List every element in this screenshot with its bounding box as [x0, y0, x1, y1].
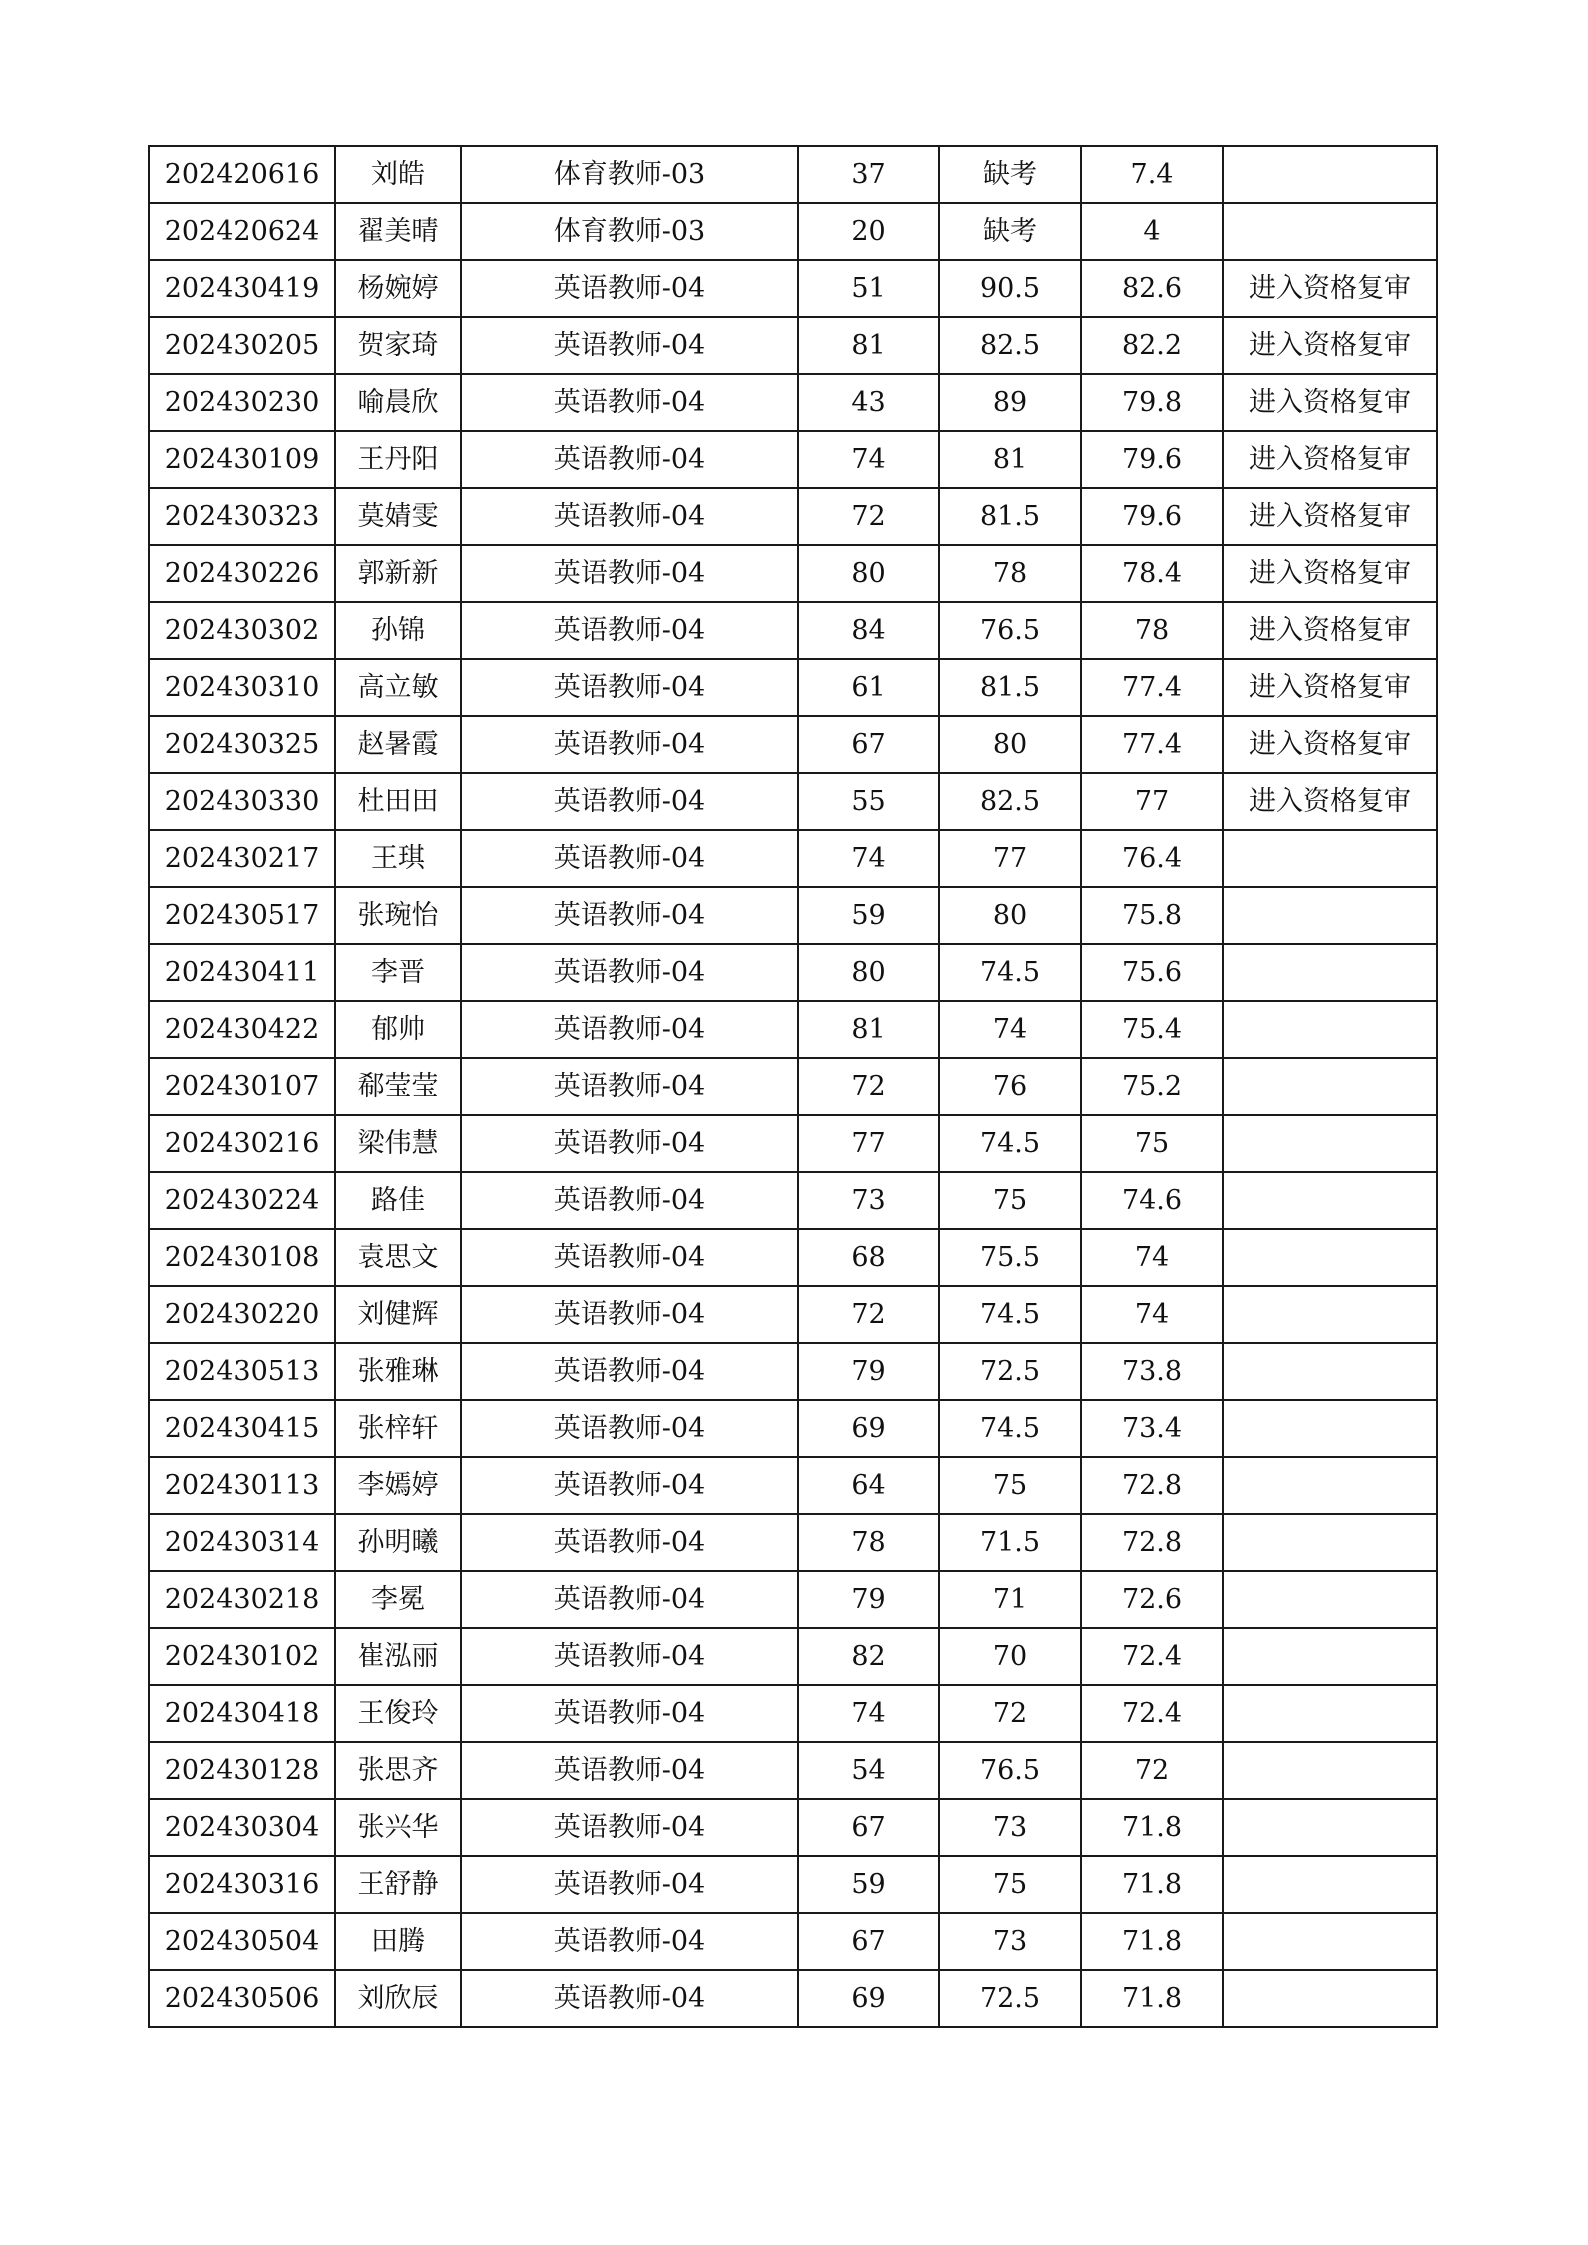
written-score-cell: 51 [798, 260, 939, 317]
table-row [149, 1115, 1437, 1172]
status-cell [1223, 1742, 1437, 1799]
position-cell: 英语教师-04 [461, 1571, 798, 1628]
written-score-cell: 77 [798, 1115, 939, 1172]
position-cell: 英语教师-04 [461, 944, 798, 1001]
status-cell [1223, 1856, 1437, 1913]
status-cell: 进入资格复审 [1223, 260, 1437, 317]
interview-score-cell: 75 [939, 1172, 1081, 1229]
interview-score-cell: 75 [939, 1856, 1081, 1913]
name-cell: 张兴华 [335, 1799, 461, 1856]
total-score-cell: 75.6 [1081, 944, 1223, 1001]
interview-score-cell: 72.5 [939, 1343, 1081, 1400]
total-score-cell: 72 [1081, 1742, 1223, 1799]
name-cell: 王琪 [335, 830, 461, 887]
written-score-cell: 78 [798, 1514, 939, 1571]
position-cell: 体育教师-03 [461, 146, 798, 203]
exam-id-cell: 202430517 [149, 887, 335, 944]
written-score-cell: 20 [798, 203, 939, 260]
interview-score-cell: 74.5 [939, 944, 1081, 1001]
table-row [149, 431, 1437, 488]
status-cell [1223, 1685, 1437, 1742]
name-cell: 莫婧雯 [335, 488, 461, 545]
exam-id-cell: 202430330 [149, 773, 335, 830]
status-cell: 进入资格复审 [1223, 374, 1437, 431]
written-score-cell: 84 [798, 602, 939, 659]
interview-score-cell: 74.5 [939, 1115, 1081, 1172]
exam-id-cell: 202430316 [149, 1856, 335, 1913]
exam-id-cell: 202430102 [149, 1628, 335, 1685]
table-row [149, 1742, 1437, 1799]
status-cell: 进入资格复审 [1223, 431, 1437, 488]
total-score-cell: 74 [1081, 1286, 1223, 1343]
table-row [149, 773, 1437, 830]
written-score-cell: 61 [798, 659, 939, 716]
name-cell: 袁思文 [335, 1229, 461, 1286]
total-score-cell: 75 [1081, 1115, 1223, 1172]
exam-id-cell: 202430422 [149, 1001, 335, 1058]
name-cell: 张思齐 [335, 1742, 461, 1799]
total-score-cell: 71.8 [1081, 1799, 1223, 1856]
written-score-cell: 55 [798, 773, 939, 830]
written-score-cell: 72 [798, 488, 939, 545]
exam-id-cell: 202430128 [149, 1742, 335, 1799]
total-score-cell: 78.4 [1081, 545, 1223, 602]
table-row [149, 488, 1437, 545]
table-row [149, 1571, 1437, 1628]
status-cell [1223, 887, 1437, 944]
interview-score-cell: 缺考 [939, 146, 1081, 203]
table-row [149, 1457, 1437, 1514]
status-cell [1223, 1799, 1437, 1856]
name-cell: 贺家琦 [335, 317, 461, 374]
interview-score-cell: 74.5 [939, 1400, 1081, 1457]
written-score-cell: 74 [798, 1685, 939, 1742]
status-cell [1223, 203, 1437, 260]
total-score-cell: 78 [1081, 602, 1223, 659]
position-cell: 英语教师-04 [461, 602, 798, 659]
exam-id-cell: 202430304 [149, 1799, 335, 1856]
position-cell: 英语教师-04 [461, 1058, 798, 1115]
total-score-cell: 79.8 [1081, 374, 1223, 431]
written-score-cell: 69 [798, 1970, 939, 2027]
total-score-cell: 73.4 [1081, 1400, 1223, 1457]
total-score-cell: 71.8 [1081, 1970, 1223, 2027]
name-cell: 高立敏 [335, 659, 461, 716]
exam-id-cell: 202430107 [149, 1058, 335, 1115]
written-score-cell: 81 [798, 1001, 939, 1058]
name-cell: 杜田田 [335, 773, 461, 830]
name-cell: 路佳 [335, 1172, 461, 1229]
exam-id-cell: 202430108 [149, 1229, 335, 1286]
total-score-cell: 72.4 [1081, 1628, 1223, 1685]
exam-id-cell: 202430220 [149, 1286, 335, 1343]
name-cell: 李嫣婷 [335, 1457, 461, 1514]
status-cell [1223, 1571, 1437, 1628]
exam-id-cell: 202430310 [149, 659, 335, 716]
name-cell: 刘欣辰 [335, 1970, 461, 2027]
name-cell: 张琬怡 [335, 887, 461, 944]
written-score-cell: 59 [798, 1856, 939, 1913]
table-row [149, 1400, 1437, 1457]
exam-id-cell: 202430109 [149, 431, 335, 488]
total-score-cell: 79.6 [1081, 431, 1223, 488]
written-score-cell: 80 [798, 944, 939, 1001]
interview-score-cell: 75.5 [939, 1229, 1081, 1286]
name-cell: 杨婉婷 [335, 260, 461, 317]
score-table-body [149, 146, 1437, 2027]
exam-id-cell: 202430226 [149, 545, 335, 602]
position-cell: 英语教师-04 [461, 1286, 798, 1343]
status-cell [1223, 1115, 1437, 1172]
total-score-cell: 71.8 [1081, 1913, 1223, 1970]
name-cell: 郁帅 [335, 1001, 461, 1058]
status-cell [1223, 1400, 1437, 1457]
interview-score-cell: 73 [939, 1913, 1081, 1970]
exam-id-cell: 202430504 [149, 1913, 335, 1970]
position-cell: 英语教师-04 [461, 1799, 798, 1856]
interview-score-cell: 72 [939, 1685, 1081, 1742]
written-score-cell: 79 [798, 1343, 939, 1400]
name-cell: 刘健辉 [335, 1286, 461, 1343]
interview-score-cell: 82.5 [939, 317, 1081, 374]
status-cell: 进入资格复审 [1223, 659, 1437, 716]
total-score-cell: 74 [1081, 1229, 1223, 1286]
status-cell: 进入资格复审 [1223, 773, 1437, 830]
table-row [149, 1799, 1437, 1856]
name-cell: 王俊玲 [335, 1685, 461, 1742]
name-cell: 孙明曦 [335, 1514, 461, 1571]
total-score-cell: 72.8 [1081, 1514, 1223, 1571]
name-cell: 张梓轩 [335, 1400, 461, 1457]
total-score-cell: 82.6 [1081, 260, 1223, 317]
position-cell: 英语教师-04 [461, 1001, 798, 1058]
written-score-cell: 73 [798, 1172, 939, 1229]
exam-id-cell: 202430506 [149, 1970, 335, 2027]
interview-score-cell: 80 [939, 887, 1081, 944]
total-score-cell: 71.8 [1081, 1856, 1223, 1913]
status-cell: 进入资格复审 [1223, 602, 1437, 659]
status-cell: 进入资格复审 [1223, 317, 1437, 374]
total-score-cell: 75.8 [1081, 887, 1223, 944]
table-row [149, 1856, 1437, 1913]
position-cell: 英语教师-04 [461, 659, 798, 716]
interview-score-cell: 73 [939, 1799, 1081, 1856]
written-score-cell: 79 [798, 1571, 939, 1628]
exam-id-cell: 202430314 [149, 1514, 335, 1571]
exam-id-cell: 202430205 [149, 317, 335, 374]
interview-score-cell: 76 [939, 1058, 1081, 1115]
exam-id-cell: 202430230 [149, 374, 335, 431]
position-cell: 英语教师-04 [461, 1742, 798, 1799]
position-cell: 英语教师-04 [461, 1856, 798, 1913]
written-score-cell: 37 [798, 146, 939, 203]
total-score-cell: 7.4 [1081, 146, 1223, 203]
written-score-cell: 74 [798, 431, 939, 488]
interview-score-cell: 76.5 [939, 602, 1081, 659]
written-score-cell: 43 [798, 374, 939, 431]
name-cell: 刘皓 [335, 146, 461, 203]
status-cell [1223, 1343, 1437, 1400]
name-cell: 田腾 [335, 1913, 461, 1970]
position-cell: 英语教师-04 [461, 1343, 798, 1400]
position-cell: 英语教师-04 [461, 1229, 798, 1286]
name-cell: 王丹阳 [335, 431, 461, 488]
interview-score-cell: 75 [939, 1457, 1081, 1514]
interview-score-cell: 74.5 [939, 1286, 1081, 1343]
position-cell: 英语教师-04 [461, 317, 798, 374]
exam-id-cell: 202430216 [149, 1115, 335, 1172]
interview-score-cell: 71 [939, 1571, 1081, 1628]
interview-score-cell: 81.5 [939, 488, 1081, 545]
position-cell: 英语教师-04 [461, 488, 798, 545]
table-row [149, 1172, 1437, 1229]
status-cell [1223, 1286, 1437, 1343]
table-row [149, 317, 1437, 374]
name-cell: 李晋 [335, 944, 461, 1001]
exam-id-cell: 202430218 [149, 1571, 335, 1628]
status-cell [1223, 1628, 1437, 1685]
written-score-cell: 74 [798, 830, 939, 887]
exam-id-cell: 202430224 [149, 1172, 335, 1229]
total-score-cell: 72.6 [1081, 1571, 1223, 1628]
position-cell: 英语教师-04 [461, 260, 798, 317]
name-cell: 孙锦 [335, 602, 461, 659]
position-cell: 英语教师-04 [461, 716, 798, 773]
written-score-cell: 67 [798, 1799, 939, 1856]
exam-id-cell: 202430113 [149, 1457, 335, 1514]
table-row [149, 602, 1437, 659]
position-cell: 英语教师-04 [461, 1115, 798, 1172]
table-row [149, 374, 1437, 431]
interview-score-cell: 70 [939, 1628, 1081, 1685]
interview-score-cell: 82.5 [939, 773, 1081, 830]
status-cell: 进入资格复审 [1223, 545, 1437, 602]
written-score-cell: 67 [798, 716, 939, 773]
written-score-cell: 69 [798, 1400, 939, 1457]
written-score-cell: 82 [798, 1628, 939, 1685]
exam-id-cell: 202430302 [149, 602, 335, 659]
table-row [149, 1001, 1437, 1058]
position-cell: 英语教师-04 [461, 1970, 798, 2027]
interview-score-cell: 78 [939, 545, 1081, 602]
name-cell: 郗莹莹 [335, 1058, 461, 1115]
position-cell: 体育教师-03 [461, 203, 798, 260]
status-cell [1223, 1970, 1437, 2027]
name-cell: 崔泓丽 [335, 1628, 461, 1685]
position-cell: 英语教师-04 [461, 1457, 798, 1514]
position-cell: 英语教师-04 [461, 1400, 798, 1457]
table-row [149, 203, 1437, 260]
exam-id-cell: 202420616 [149, 146, 335, 203]
table-row [149, 887, 1437, 944]
name-cell: 赵暑霞 [335, 716, 461, 773]
interview-score-cell: 71.5 [939, 1514, 1081, 1571]
exam-id-cell: 202420624 [149, 203, 335, 260]
total-score-cell: 73.8 [1081, 1343, 1223, 1400]
status-cell [1223, 944, 1437, 1001]
total-score-cell: 72.4 [1081, 1685, 1223, 1742]
status-cell [1223, 1172, 1437, 1229]
status-cell: 进入资格复审 [1223, 716, 1437, 773]
written-score-cell: 54 [798, 1742, 939, 1799]
status-cell [1223, 1457, 1437, 1514]
table-row [149, 830, 1437, 887]
status-cell [1223, 1058, 1437, 1115]
interview-score-cell: 81 [939, 431, 1081, 488]
position-cell: 英语教师-04 [461, 1685, 798, 1742]
position-cell: 英语教师-04 [461, 1172, 798, 1229]
name-cell: 王舒静 [335, 1856, 461, 1913]
total-score-cell: 77.4 [1081, 716, 1223, 773]
written-score-cell: 59 [798, 887, 939, 944]
table-row [149, 1913, 1437, 1970]
written-score-cell: 67 [798, 1913, 939, 1970]
interview-score-cell: 80 [939, 716, 1081, 773]
position-cell: 英语教师-04 [461, 1628, 798, 1685]
interview-score-cell: 77 [939, 830, 1081, 887]
name-cell: 翟美晴 [335, 203, 461, 260]
table-row [149, 659, 1437, 716]
table-row [149, 1229, 1437, 1286]
exam-id-cell: 202430415 [149, 1400, 335, 1457]
status-cell: 进入资格复审 [1223, 488, 1437, 545]
interview-score-cell: 90.5 [939, 260, 1081, 317]
total-score-cell: 72.8 [1081, 1457, 1223, 1514]
status-cell [1223, 146, 1437, 203]
total-score-cell: 82.2 [1081, 317, 1223, 374]
position-cell: 英语教师-04 [461, 773, 798, 830]
status-cell [1223, 1913, 1437, 1970]
position-cell: 英语教师-04 [461, 830, 798, 887]
position-cell: 英语教师-04 [461, 545, 798, 602]
interview-score-cell: 76.5 [939, 1742, 1081, 1799]
table-row [149, 545, 1437, 602]
name-cell: 郭新新 [335, 545, 461, 602]
name-cell: 喻晨欣 [335, 374, 461, 431]
written-score-cell: 80 [798, 545, 939, 602]
table-row [149, 716, 1437, 773]
total-score-cell: 75.4 [1081, 1001, 1223, 1058]
total-score-cell: 76.4 [1081, 830, 1223, 887]
table-row [149, 1685, 1437, 1742]
exam-id-cell: 202430419 [149, 260, 335, 317]
position-cell: 英语教师-04 [461, 1514, 798, 1571]
interview-score-cell: 74 [939, 1001, 1081, 1058]
total-score-cell: 75.2 [1081, 1058, 1223, 1115]
exam-id-cell: 202430325 [149, 716, 335, 773]
position-cell: 英语教师-04 [461, 431, 798, 488]
table-row [149, 944, 1437, 1001]
interview-score-cell: 缺考 [939, 203, 1081, 260]
name-cell: 李冕 [335, 1571, 461, 1628]
score-table [148, 145, 1438, 2028]
table-row [149, 1286, 1437, 1343]
table-row [149, 1058, 1437, 1115]
position-cell: 英语教师-04 [461, 374, 798, 431]
total-score-cell: 77.4 [1081, 659, 1223, 716]
name-cell: 梁伟慧 [335, 1115, 461, 1172]
table-row [149, 1628, 1437, 1685]
exam-id-cell: 202430418 [149, 1685, 335, 1742]
written-score-cell: 72 [798, 1058, 939, 1115]
status-cell [1223, 830, 1437, 887]
exam-id-cell: 202430513 [149, 1343, 335, 1400]
total-score-cell: 79.6 [1081, 488, 1223, 545]
table-row [149, 260, 1437, 317]
status-cell [1223, 1229, 1437, 1286]
position-cell: 英语教师-04 [461, 1913, 798, 1970]
written-score-cell: 72 [798, 1286, 939, 1343]
table-row [149, 1343, 1437, 1400]
table-row [149, 1970, 1437, 2027]
name-cell: 张雅琳 [335, 1343, 461, 1400]
position-cell: 英语教师-04 [461, 887, 798, 944]
total-score-cell: 4 [1081, 203, 1223, 260]
interview-score-cell: 89 [939, 374, 1081, 431]
total-score-cell: 74.6 [1081, 1172, 1223, 1229]
interview-score-cell: 72.5 [939, 1970, 1081, 2027]
exam-id-cell: 202430323 [149, 488, 335, 545]
status-cell [1223, 1514, 1437, 1571]
exam-id-cell: 202430217 [149, 830, 335, 887]
table-row [149, 1514, 1437, 1571]
written-score-cell: 68 [798, 1229, 939, 1286]
table-row [149, 146, 1437, 203]
total-score-cell: 77 [1081, 773, 1223, 830]
written-score-cell: 81 [798, 317, 939, 374]
status-cell [1223, 1001, 1437, 1058]
exam-id-cell: 202430411 [149, 944, 335, 1001]
written-score-cell: 64 [798, 1457, 939, 1514]
interview-score-cell: 81.5 [939, 659, 1081, 716]
